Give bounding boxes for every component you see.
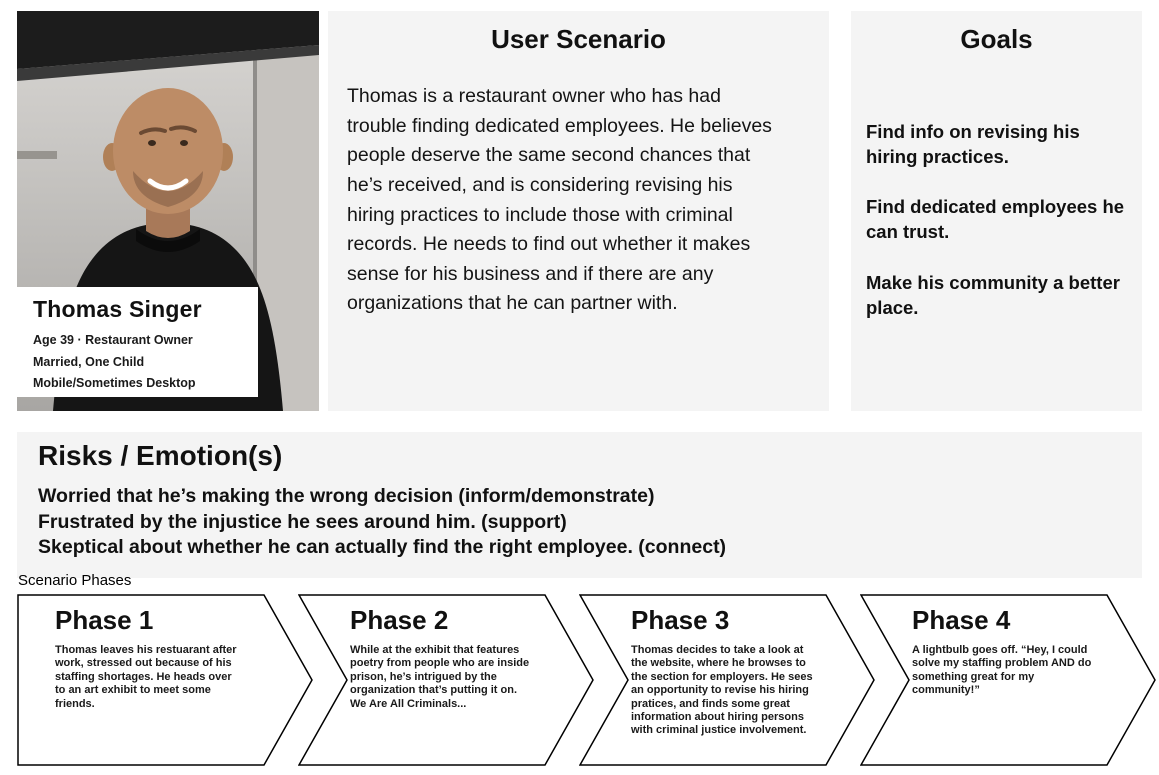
risk-item: Worried that he’s making the wrong decision (inform/demonstrate) — [38, 485, 655, 507]
goals-panel — [851, 11, 1142, 411]
phase-card-4 — [860, 594, 1156, 766]
persona-detail-device: Mobile/Sometimes Desktop — [33, 376, 196, 390]
persona-name-card — [17, 287, 258, 397]
phase-content — [631, 605, 815, 738]
phase-body: Thomas decides to take a look at the website, where he browses to the section for employers. He sees an opportunity to revise his hiring pratices, and finds some great information about hiring persons with criminal justice involvement. — [631, 644, 813, 737]
user-scenario-body: Thomas is a restaurant owner who has had trouble finding dedicated employees. He believes people deserve the same second chances that he’s received, and is considering revising his hiring practices to include those with criminal records. He needs to find out whether it makes sense for his business and if there are any organizations that he can partner with. — [347, 85, 772, 315]
phase-body: Thomas leaves his restuarant after work, stressed out because of his staffing shortages. He heads over to an art exhibit to meet some friends. — [55, 644, 237, 710]
phase-title: Phase 2 — [350, 605, 449, 635]
risks-title: Risks / Emotion(s) — [38, 440, 283, 471]
phase-card-2 — [298, 594, 594, 766]
phase-content — [350, 605, 534, 711]
goals-title: Goals — [960, 24, 1033, 54]
phase-body: A lightbulb goes off. “Hey, I could solve my staffing problem AND do something great for my community!” — [912, 644, 1092, 697]
phase-card-3 — [579, 594, 875, 766]
phase-card-1 — [17, 594, 313, 766]
risk-item: Frustrated by the injustice he sees around him. (support) — [38, 510, 567, 533]
risks-list — [38, 484, 1142, 561]
phase-body: While at the exhibit that features poetry from people who are inside prison, he’s intrigued by the organization that’s putting it on. We Are All Criminals... — [350, 644, 530, 710]
persona-detail-occupation: Age 39 · Restaurant Owner — [33, 333, 193, 347]
phase-title: Phase 1 — [55, 605, 154, 635]
user-scenario-title: User Scenario — [491, 24, 666, 54]
persona-detail-family: Married, One Child — [33, 354, 145, 369]
goal-item: Find dedicated employees he can trust. — [866, 196, 1125, 243]
phase-content — [55, 605, 243, 711]
goal-item: Make his community a better place. — [866, 271, 1120, 318]
goal-item: Find info on revising his hiring practices. — [866, 121, 1080, 168]
persona-photo — [17, 11, 319, 411]
risks-panel — [17, 432, 1142, 578]
user-scenario-panel — [328, 11, 829, 411]
persona-name: Thomas Singer — [33, 296, 202, 322]
phase-title: Phase 4 — [912, 605, 1011, 635]
phase-content — [912, 605, 1096, 698]
scenario-phases-label: Scenario Phases — [18, 572, 132, 589]
risk-item: Skeptical about whether he can actually find the right employee. (connect) — [38, 536, 727, 559]
phase-title: Phase 3 — [631, 605, 730, 635]
goals-list — [851, 55, 1142, 320]
